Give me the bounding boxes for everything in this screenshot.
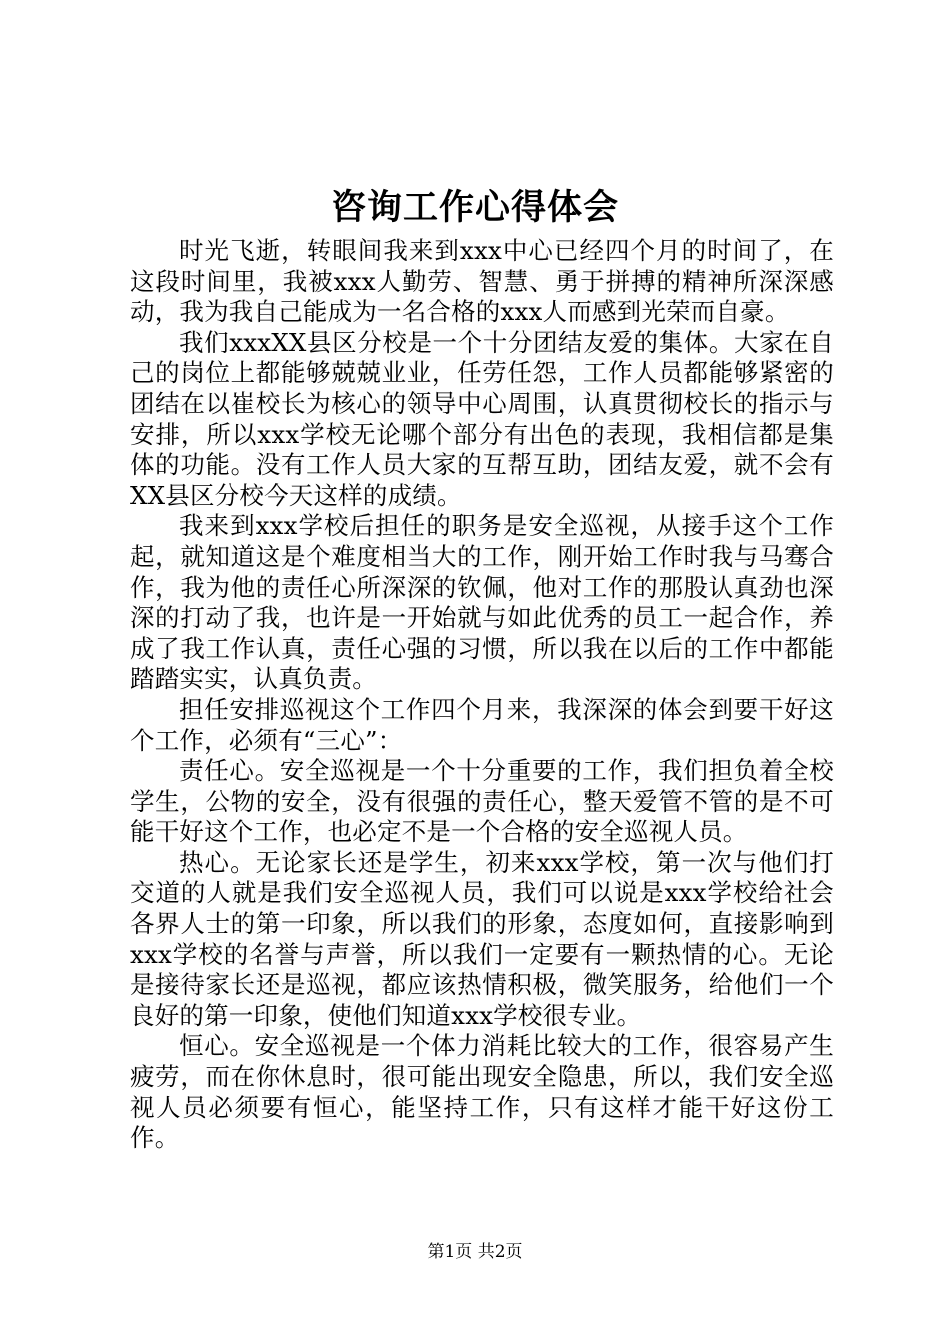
document-body: [130, 236, 834, 1154]
paragraph: 我们xxxXX县区分校是一个十分团结友爱的集体。大家在自己的岗位上都能够兢兢业业，任劳任怨，工作人员都能够紧密的团结在以崔校长为核心的领导中心周围，认真贯彻校长的指示与安排，所以xxx学校无论哪个部分有出色的表现，我相信都是集体的功能。没有工作人员大家的互帮互助，团结友爱，就不会有XX县区分校今天这样的成绩。: [130, 327, 834, 510]
paragraph: 时光飞逝，转眼间我来到xxx中心已经四个月的时间了，在这段时间里，我被xxx人勤劳、智慧、勇于拼搏的精神所深深感动，我为我自己能成为一名合格的xxx人而感到光荣而自豪。: [130, 236, 834, 327]
paragraph: 恒心。安全巡视是一个体力消耗比较大的工作，很容易产生疲劳，而在你休息时，很可能出现安全隐患，所以，我们安全巡视人员必须要有恒心，能坚持工作，只有这样才能干好这份工作。: [130, 1031, 834, 1153]
paragraph: 担任安排巡视这个工作四个月来，我深深的体会到要干好这个工作，必须有“三心”：: [130, 694, 834, 755]
page-number-footer: 第1页 共2页: [427, 1242, 523, 1262]
paragraph: 责任心。安全巡视是一个十分重要的工作，我们担负着全校学生，公物的安全，没有很强的责任心，整天爱管不管的是不可能干好这个工作，也必定不是一个合格的安全巡视人员。: [130, 756, 834, 847]
paragraph: 我来到xxx学校后担任的职务是安全巡视，从接手这个工作起，就知道这是个难度相当大的工作，刚开始工作时我与马骞合作，我为他的责任心所深深的钦佩，他对工作的那股认真劲也深深的打动了我，也许是一开始就与如此优秀的员工一起合作，养成了我工作认真，责任心强的习惯，所以我在以后的工作中都能踏踏实实，认真负责。: [130, 511, 834, 694]
paragraph: 热心。无论家长还是学生，初来xxx学校，第一次与他们打交道的人就是我们安全巡视人员，我们可以说是xxx学校给社会各界人士的第一印象，所以我们的形象，态度如何，直接影响到xxx学校的名誉与声誉，所以我们一定要有一颗热情的心。无论是接待家长还是巡视，都应该热情积极，微笑服务，给他们一个良好的第一印象，使他们知道xxx学校很专业。: [130, 847, 834, 1030]
document-title: 咨询工作心得体会: [330, 187, 619, 228]
